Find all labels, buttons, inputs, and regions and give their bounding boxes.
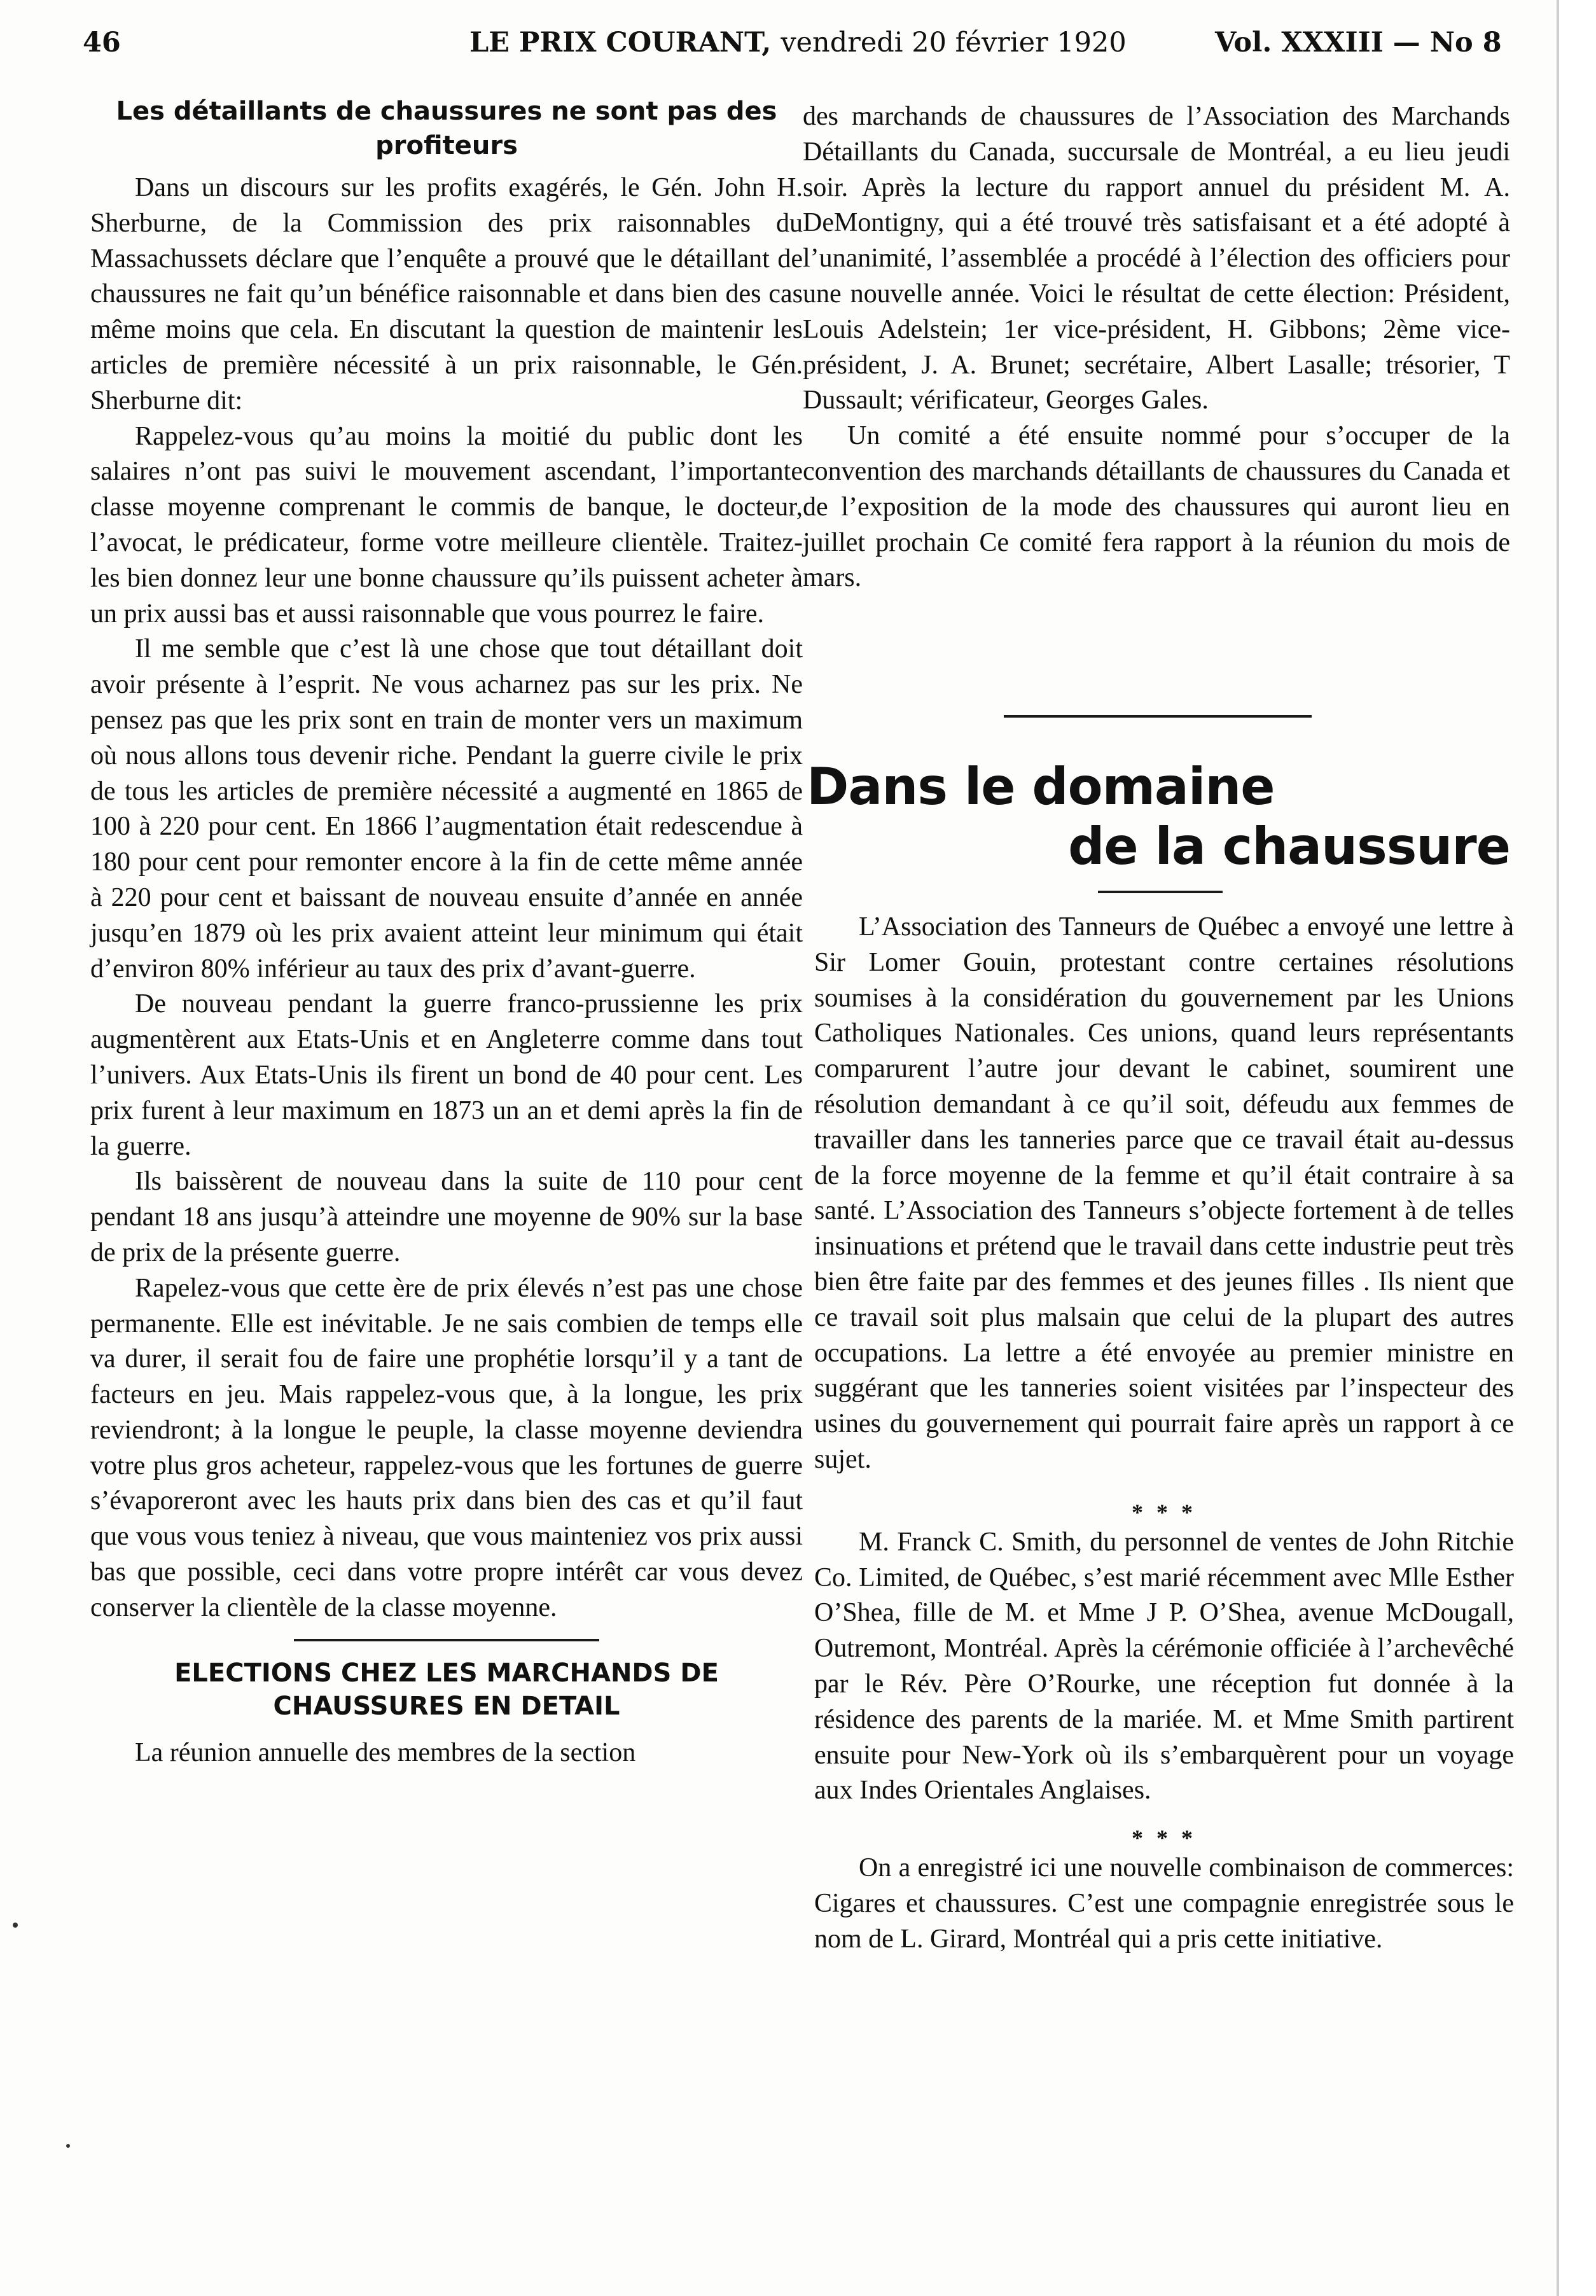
section-rule: [1004, 715, 1312, 718]
paragraph: De nouveau pendant la guerre franco-prussienne les prix augmentèrent aux Etats-Unis et en Angleterre comme dans tout l’univers. Aux Etats-Unis ils firent un bond de 40 pour cent. Les prix furent à leur maximum en 1873 un an et demi après la fin de la guerre.: [90, 989, 803, 1161]
paragraph: Ils baissèrent de nouveau dans la suite de 110 pour cent pendant 18 ans jusqu’à atteindre une moyenne de 90% sur la base de prix de la présente guerre.: [90, 1167, 803, 1267]
paragraph: Dans un discours sur les profits exagérés, le Gén. John H. Sherburne, de la Commission des prix raisonnables du Massachussets déclare que l’enquête a prouvé que le détaillant de chaussures ne fait qu’un bénéfice raisonnable et dans bien des cas même moins que cela. En discutant la question de maintenir les articles de première nécessité à un prix raisonnable, le Gén. Sherburne dit:: [90, 173, 803, 415]
section-title-line2: de la chaussure: [1068, 817, 1510, 876]
scan-speck: [66, 2144, 70, 2148]
paragraph: Rappelez-vous qu’au moins la moitié du public dont les salaires n’ont pas suivi le mouvement ascendant, l’importante classe moyenne comprenant le commis de banque, le docteur, l’avocat, le prédicateur, forme votre meilleure clientèle. Traitez-les bien donnez leur une bonne chaussure qu’ils puissent acheter à un prix aussi bas et aussi raisonnable que vous pourrez le faire.: [90, 421, 803, 629]
paragraph: M. Franck C. Smith, du personnel de ventes de John Ritchie Co. Limited, de Québec, s’est marié récemment avec Mlle Esther O’Shea, fille de M. et Mme J P. O’Shea, avenue McDougall, Outremont, Montréal. Après la cérémonie officiée à l’archevêché par le Rév. Père O’Rourke, une réception fut donnée à la résidence des parents de la mariée. M. et Mme Smith partirent ensuite pour New-York où ils s’embarquèrent pour un voyage aux Indes Orientales Anglaises.: [814, 1527, 1514, 1805]
paragraph: La réunion annuelle des membres de la section: [135, 1737, 636, 1767]
volume-number: Vol. XXXIII — No 8: [1215, 27, 1502, 59]
scan-margin: [1559, 0, 1596, 2296]
paragraph: des marchands de chaussures de l’Association des Marchands Détaillants du Canada, succursale de Montréal, a eu lieu jeudi soir. Après la lecture du rapport annuel du président M. A. DeMontigny, qui a été trouvé très satisfaisant et a été adopté à l’unanimité, l’assemblée a procédé à l’élection des officiers pour une nouvelle année. Voici le résultat de cette élection: Président, Louis Adelstein; 1er vice-président, H. Gibbons; 2ème vice-président, J. A. Brunet; secrétaire, Albert Lasalle; trésorier, T Dussault; vérificateur, Georges Gales.: [803, 102, 1510, 415]
scan-speck: [13, 1923, 18, 1928]
issue-date: vendredi 20 février 1920: [781, 27, 1127, 59]
page-number: 46: [83, 27, 121, 59]
separator-asterisks: * * *: [1132, 1499, 1197, 1525]
section-rule: [294, 1639, 599, 1641]
publication-name: LE PRIX COURANT,: [469, 27, 772, 59]
paragraph: Rapelez-vous que cette ère de prix élevés n’est pas une chose permanente. Elle est inévitable. Je ne sais combien de temps elle va durer, il serait fou de faire une prophétie lorsqu’il y a tant de facteurs en jeu. Mais rappelez-vous que, à la longue, les prix reviendront; à la longue le peuple, la classe moyenne deviendra votre plus gros acheteur, rappelez-vous que les fortunes de guerre s’évaporeront avec les hauts prix dans bien des cas et qu’il faut que vous vous teniez à niveau, que vous mainteniez vos prix aussi bas que possible, ceci dans votre propre intérêt car vous devez conserver la clientèle de la classe moyenne.: [90, 1273, 803, 1622]
right-column-top: [803, 99, 1510, 596]
left-column: [90, 94, 803, 1771]
publication-title: [469, 27, 1127, 59]
section-title: [807, 757, 1513, 877]
right-column-bottom: [814, 910, 1514, 1958]
paragraph: Un comité a été ensuite nommé pour s’occuper de la convention des marchands détaillants de chaussures du Canada et de l’exposition de la mode des chaussures qui auront lieu en juillet prochain Ce comité fera rapport à la réunion du mois de mars.: [803, 421, 1510, 593]
section-title-line1: Dans le domaine: [807, 757, 1275, 816]
separator-asterisks: * * *: [1132, 1825, 1197, 1851]
title-underline: [1098, 891, 1223, 893]
article-heading-retailers: Les détaillants de chaussures ne sont pas des profiteurs: [116, 97, 777, 160]
paragraph: L’Association des Tanneurs de Québec a envoyé une lettre à Sir Lomer Gouin, protestant contre certaines résolutions soumises à la considération du gouvernement par les Unions Catholiques Nationales. Ces unions, quand leurs représentants comparurent l’autre jour devant le cabinet, soumirent une résolution demandant à ce qu’il soit, défeudu aux femmes de travailler dans les tanneries parce que ce travail était au-dessus de la force moyenne de la femme et qu’il était contraire à sa santé. L’Association des Tanneurs s’objecte fortement à de telles insinuations et prétend que le travail dans cette industrie peut très bien être faite par des femmes et des jeunes filles . Ils nient que ce travail soit plus malsain que celui de la plupart des autres occupations. La lettre a été envoyée au premier ministre en suggérant que les tanneries soient visitées par l’inspecteur des usines du gouvernement qui pourrait faire après un rapport à ce sujet.: [814, 912, 1514, 1474]
article-heading-elections: ELECTIONS CHEZ LES MARCHANDS DE CHAUSSURES EN DETAIL: [174, 1658, 719, 1721]
paragraph: Il me semble que c’est là une chose que tout détaillant doit avoir présente à l’esprit. Ne vous acharnez pas sur les prix. Ne pensez pas que les prix sont en train de monter vers un maximum où nous allons tous devenir riche. Pendant la guerre civile le prix de tous les articles de première nécessité a augmenté en 1865 de 100 à 220 pour cent. En 1866 l’augmentation était redescendue à 180 pour cent pour remonter encore à la fin de cette même année à 220 pour cent et baissant de nouveau ensuite d’année en année jusqu’en 1879 où les prix avaient atteint leur minimum qui était d’environ 80% inférieur au taux des prix d’avant-guerre.: [90, 634, 803, 984]
paragraph: On a enregistré ici une nouvelle combinaison de commerces: Cigares et chaussures. C’est une compagnie enregistrée sous le nom de L. Girard, Montréal qui a pris cette initiative.: [814, 1853, 1514, 1954]
